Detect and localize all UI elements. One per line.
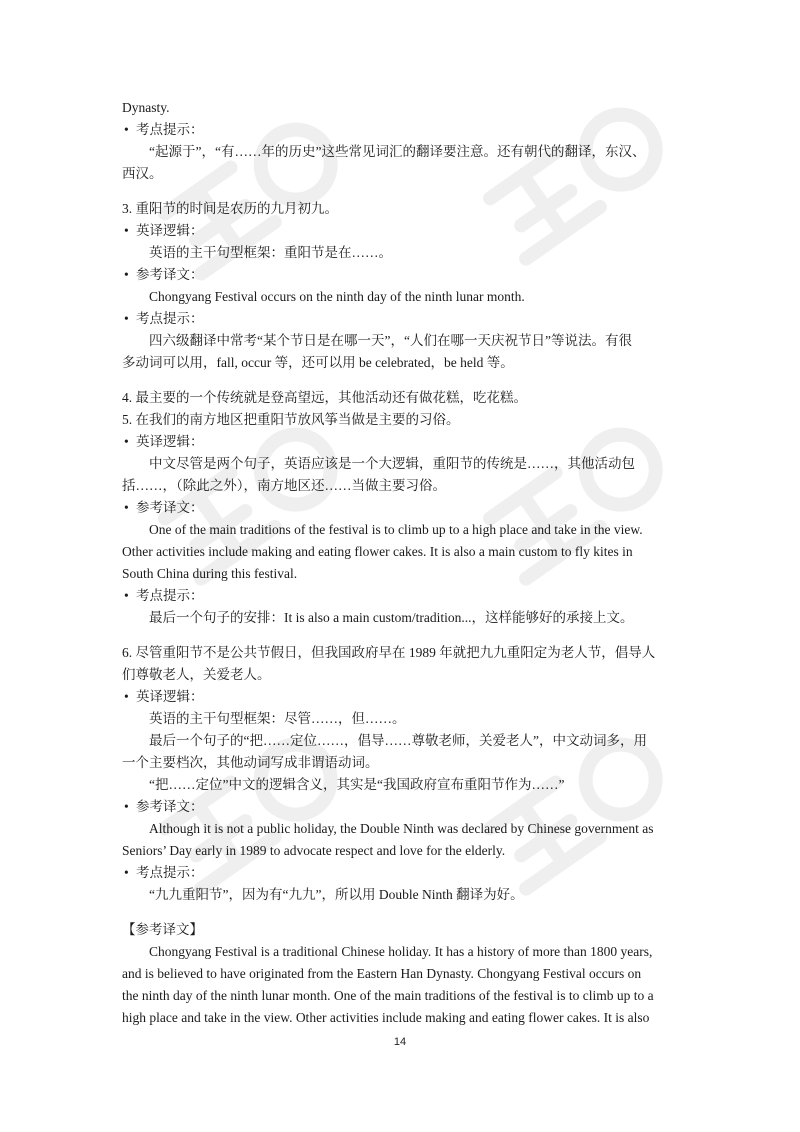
logic-label: • 英译逻辑： [122, 220, 682, 242]
continuation-line: Dynasty. [122, 100, 170, 115]
page-content [122, 97, 682, 1029]
tip-text: 四六级翻译中常考“某个节日是在哪一天”，“人们在哪一天庆祝节日”等说法。有很 [149, 333, 632, 348]
logic-label: • 英译逻辑： [122, 686, 682, 708]
question-4: 4. 最主要的一个传统就是登高望远，其他活动还有做花糕，吃花糕。 [122, 390, 527, 405]
tip-label: • 考点提示： [122, 862, 682, 884]
reference-text: Other activities include making and eating flower cakes. It is also a main custom to fly kites in [122, 544, 633, 559]
tip-label: • 考点提示： [122, 119, 682, 141]
tip-label: • 考点提示： [122, 585, 682, 607]
logic-text: “把……定位”中文的逻辑含义，其实是“我国政府宣布重阳节作为……” [149, 777, 565, 792]
reference-label: • 参考译文： [122, 796, 682, 818]
tip-text: 最后一个句子的安排：It is also a main custom/tradition...，这样能够好的承接上文。 [149, 610, 634, 625]
final-paragraph-line: high place and take in the view. Other activities include making and eating flower cakes. It is also [122, 1010, 650, 1025]
reference-text: One of the main traditions of the festival is to climb up to a high place and take in the view. [149, 522, 643, 537]
reference-text: Chongyang Festival occurs on the ninth day of the ninth lunar month. [149, 289, 525, 304]
logic-text: 英语的主干句型框架：重阳节是在……。 [149, 245, 392, 260]
question-5: 5. 在我们的南方地区把重阳节放风筝当做是主要的习俗。 [122, 412, 460, 427]
reference-label: • 参考译文： [122, 264, 682, 286]
tip-text: “九九重阳节”，因为有“九九”，所以用 Double Ninth 翻译为好。 [149, 887, 524, 902]
logic-text: 英语的主干句型框架：尽管……，但……。 [149, 711, 406, 726]
question-3: 3. 重阳节的时间是农历的九月初九。 [122, 201, 338, 216]
tip-text: “起源于”，“有……年的历史”这些常见词汇的翻译要注意。还有朝代的翻译，东汉、 [149, 144, 646, 159]
question-6: 6. 尽管重阳节不是公共节假日，但我国政府早在 1989 年就把九九重阳定为老人节，倡导人 [122, 645, 656, 660]
logic-label: • 英译逻辑： [122, 431, 682, 453]
reference-label: • 参考译文： [122, 497, 682, 519]
page-number: 14 [393, 1036, 407, 1048]
final-paragraph-line: the ninth day of the ninth lunar month. One of the main traditions of the festival is to climb up to a [122, 988, 654, 1003]
logic-text: 最后一个句子的“把……定位……，倡导……尊敬老师，关爱老人”，中文动词多，用 [149, 733, 647, 748]
tip-text: 西汉。 [122, 166, 163, 181]
reference-text: South China during this festival. [122, 566, 298, 581]
final-heading: 【参考译文】 [122, 922, 203, 937]
tip-label: • 考点提示： [122, 308, 682, 330]
logic-text: 中文尽管是两个句子，英语应该是一个大逻辑，重阳节的传统是……，其他活动包 [149, 456, 635, 471]
question-6-cont: 们尊敬老人，关爱老人。 [122, 667, 271, 682]
reference-text: Although it is not a public holiday, the Double Ninth was declared by Chinese government as [149, 821, 654, 836]
logic-text: 括……，（除此之外），南方地区还……当做主要习俗。 [122, 478, 446, 493]
final-paragraph-line: Chongyang Festival is a traditional Chinese holiday. It has a history of more than 1800 years, [149, 944, 653, 959]
logic-text: 一个主要档次，其他动词写成非谓语动词。 [122, 755, 379, 770]
final-paragraph-line: and is believed to have originated from the Eastern Han Dynasty. Chongyang Festival occurs on [122, 966, 642, 981]
reference-text: Seniors’ Day early in 1989 to advocate respect and love for the elderly. [122, 843, 506, 858]
tip-text: 多动词可以用，fall, occur 等，还可以用 be celebrated，be held 等。 [122, 355, 514, 370]
